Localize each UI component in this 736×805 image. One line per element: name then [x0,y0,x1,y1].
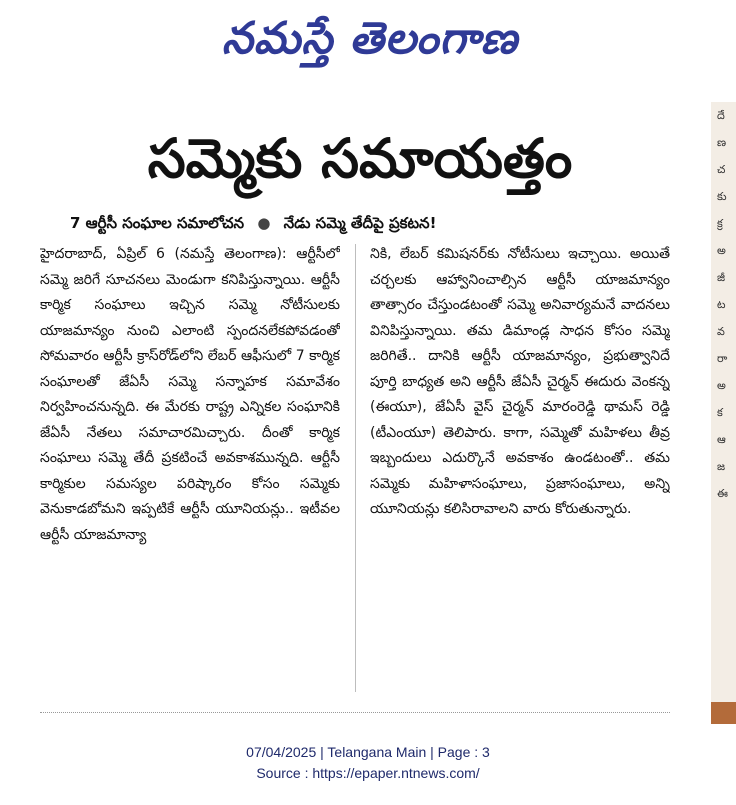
adjacent-page-fragment: రా [717,352,728,365]
article-body [40,242,670,702]
adjacent-page-fragment: క్ర [717,217,723,230]
adjacent-page-fragment: వ [717,325,725,338]
adjacent-page-fragment: కు [717,190,727,203]
adjacent-page-fragment: ఆ [717,433,726,446]
adjacent-page-text-fragments [711,102,736,507]
adjacent-page-photo-fragment [711,702,736,724]
column-divider [355,244,356,692]
newspaper-masthead: నమస్తే తెలంగాణ [221,13,519,64]
adjacent-page-fragment: దే [717,109,725,122]
article-headline: సమ్మెకు సమాయత్తం [147,127,573,190]
adjacent-page-fragment: క [717,406,723,419]
article-subheading [70,210,710,236]
adjacent-page-fragment: ఈ [717,487,728,500]
subheading-bullet: ● [257,214,271,232]
adjacent-page-fragment: జ [717,460,726,473]
subheading-part-1: 7 ఆర్టీసీ సంఘాల సమాలోచన [70,214,245,232]
page-footer [0,742,736,784]
article-column-left: హైదరాబాద్, ఏప్రిల్ 6 (నమస్తే తెలంగాణ): ఆర్టీసీలో సమ్మె జరిగే సూచనలు మెండుగా కనిపిస్తున్నాయి. ఆర్టీసీ కార్మిక సంఘాలు ఇచ్చిన సమ్మె నోటీసులకు యాజమాన్యం నుంచి ఎలాంటి స్పందనలేకపోవడంతో సోమవారం ఆర్టీసీ క్రాస్‌రోడ్‌లోని లేబర్ ఆఫీసులో 7 కార్మిక సంఘాలతో జేఏసీ సమ్మె సన్నాహక సమావేశం నిర్వహించనున్నది. ఈ మేరకు రాష్ట్ర ఎన్నికల సంఘానికి జేఏసీ నేతలు సమాచారమిచ్చారు. దీంతో కార్మిక సంఘాలు సమ్మె తేదీ ప్రకటించే అవకాశమున్నది. ఆర్టీసీ కార్మికుల సమస్యల పరిష్కారం కోసం సమ్మెకు వెనుకాడబోమని ఇప్పటికే ఆర్టీసీ యూనియన్లు.. ఇటీవల ఆర్టీసీ యాజమాన్యా [40,246,340,543]
adjacent-page-fragment: ట [717,298,726,311]
adjacent-page-fragment: అ [717,244,726,257]
article-column-right: నికి, లేబర్ కమిషనర్‌కు నోటీసులు ఇచ్చాయి. అయితే చర్చలకు ఆహ్వానించాల్సిన ఆర్టీసీ యాజమాన్యం తాత్సారం చేస్తుండటంతో సమ్మె అనివార్యమనే వాదనలు వినిపిస్తున్నాయి. తమ డిమాండ్ల సాధన కోసం సమ్మె జరిగితే.. దానికి ఆర్టీసీ యాజమాన్యం, ప్రభుత్వానిదే పూర్తి బాధ్యత అని ఆర్టీసీ జేఏసీ చైర్మన్ ఈదురు వెంకన్న (ఈయూ), జేఏసీ వైస్ చైర్మన్ మారంరెడ్డి థామస్ రెడ్డి (టీఎంయూ) తెలిపారు. కాగా, సమ్మెతో మహిళలు తీవ్ర ఇబ్బందులు ఎదుర్కొనే అవకాశం ఉండటంతో.. తమ సమ్మెకు మహిళాసంఘాలు, ప్రజాసంఘాలు, అన్ని యూనియన్లు కలిసిరావాలని వారు కోరుతున్నారు. [370,246,670,517]
adjacent-page-fragment: జీ [717,271,726,284]
adjacent-page-fragment: చ [717,163,726,176]
article-bottom-rule [40,712,670,715]
subheading-part-2: నేడు సమ్మె తేదీపై ప్రకటన! [283,214,437,232]
footer-source-link[interactable]: Source : https://epaper.ntnews.com/ [256,765,480,781]
footer-edition-info: 07/04/2025 | Telangana Main | Page : 3 [246,744,490,760]
adjacent-page-edge [711,102,736,724]
adjacent-page-fragment: ణ [717,136,727,149]
adjacent-page-fragment: అ [717,379,726,392]
